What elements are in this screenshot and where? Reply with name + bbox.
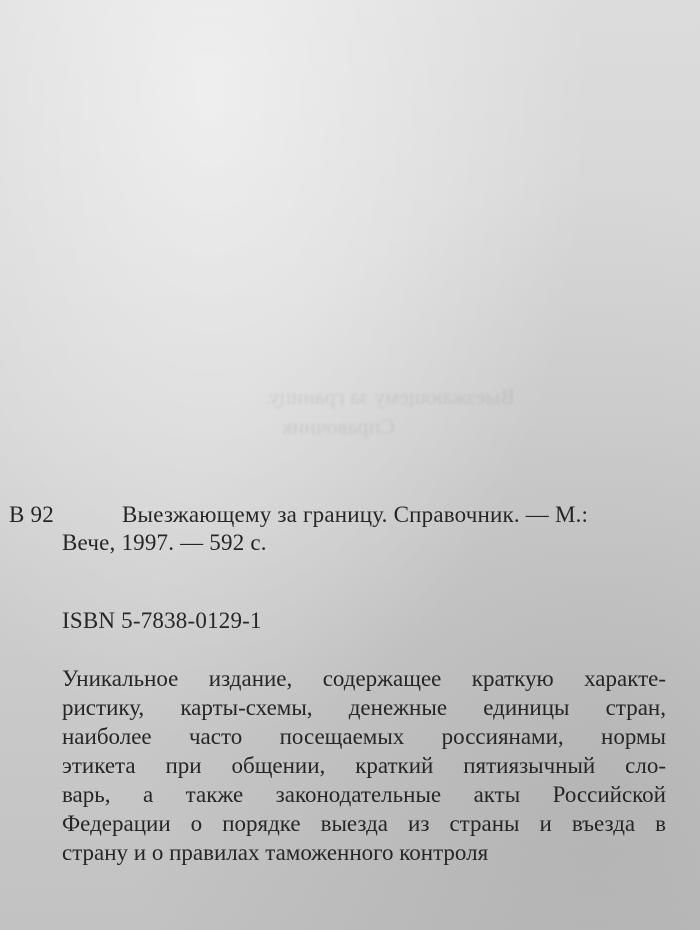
abstract-paragraph (62, 664, 666, 867)
abstract-line: ристику, карты-схемы, денежные единицы стран, (62, 695, 666, 720)
show-through-line: Справочник (281, 414, 395, 439)
abstract-line: варь, а также законодательные акты Российской (62, 782, 666, 807)
citation-line: Выезжающему за границу. Справочник. — М.: (122, 502, 589, 527)
abstract-line: Уникальное издание, содержащее краткую характе- (62, 666, 666, 691)
abstract-line: этикета при общении, краткий пятиязычный сло- (62, 753, 666, 778)
isbn-number: ISBN 5-7838-0129-1 (62, 608, 262, 633)
abstract-line: Федерации о порядке выезда из страны и въезда в (62, 811, 666, 836)
catalog-code: В 92 (9, 502, 54, 527)
abstract-line: наиболее часто посещаемых россиянами, нормы (62, 724, 666, 749)
abstract-line: страну и о правилах таможенного контроля (62, 840, 489, 865)
reverse-side-show-through (185, 382, 515, 452)
show-through-line: Выезжающему за границу. (265, 384, 515, 409)
citation-line: Вече, 1997. — 592 с. (62, 530, 267, 555)
